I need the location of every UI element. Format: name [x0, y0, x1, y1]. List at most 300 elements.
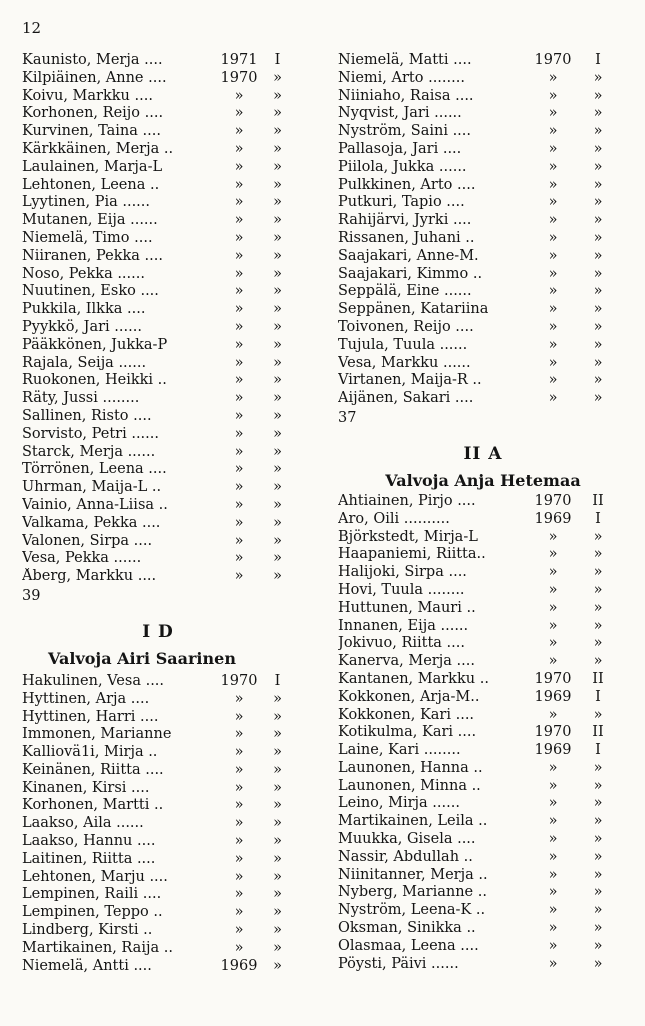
birth-year: »	[548, 140, 558, 157]
birth-year: »	[234, 105, 244, 122]
student-name: Muukka, Gisela ....	[338, 831, 476, 848]
birth-year: »	[548, 759, 558, 776]
roster-row	[22, 319, 294, 337]
birth-year: »	[548, 617, 558, 634]
grade-class: »	[273, 886, 282, 903]
roster-row	[338, 582, 628, 600]
roster-row	[338, 813, 628, 831]
grade-class: »	[593, 599, 603, 616]
student-name: Olasmaa, Leena ....	[338, 937, 479, 954]
roster-row	[338, 689, 628, 707]
student-name: Pöysti, Päivi ......	[338, 955, 459, 972]
birth-year: »	[234, 550, 244, 567]
grade-class: »	[593, 866, 603, 883]
student-name: Niemelä, Matti ....	[338, 52, 472, 68]
birth-year: »	[548, 848, 558, 865]
grade-class: »	[273, 212, 282, 229]
roster-row	[338, 902, 628, 920]
student-name: Äijänen, Sakari ....	[338, 390, 474, 407]
student-name: Virtanen, Maija-R ..	[338, 372, 482, 389]
student-count: 37	[338, 409, 357, 426]
birth-year: »	[548, 265, 558, 282]
student-name: Seppälä, Eine ......	[338, 283, 472, 300]
grade-class: »	[273, 194, 282, 211]
birth-year: »	[548, 372, 558, 389]
roster-row	[338, 212, 628, 230]
grade-class: »	[593, 87, 603, 104]
birth-year: »	[234, 496, 244, 513]
roster-row	[338, 511, 628, 529]
birth-year: »	[548, 229, 558, 246]
roster-row	[338, 849, 628, 867]
roster-row	[22, 515, 294, 533]
birth-year: »	[234, 690, 244, 707]
roster-row	[338, 319, 628, 337]
grade-class: »	[273, 532, 282, 549]
supervisor-heading: Valvoja Airi Saarinen	[48, 648, 236, 668]
student-name: Toivonen, Reijo ....	[338, 318, 474, 335]
roster-row	[22, 726, 294, 744]
student-name: Sorvisto, Petri ......	[22, 425, 159, 442]
birth-year: »	[234, 176, 244, 193]
roster-row	[22, 780, 294, 798]
student-name: Saajakari, Anne-M.	[338, 247, 479, 264]
birth-year: »	[234, 850, 244, 867]
student-name: Laitinen, Riitta ....	[22, 850, 156, 867]
grade-class: »	[593, 390, 603, 407]
birth-year: »	[234, 708, 244, 725]
roster-row	[22, 709, 294, 727]
grade-class: »	[593, 546, 603, 563]
student-name: Niiranen, Pekka ....	[22, 247, 163, 264]
grade-class: I	[595, 742, 601, 759]
grade-class: »	[593, 140, 603, 157]
birth-year: »	[548, 581, 558, 598]
student-name: Kalliovä1i, Mirja ..	[22, 744, 158, 761]
birth-year: »	[234, 247, 244, 264]
roster-row	[22, 762, 294, 780]
roster-row	[22, 230, 294, 248]
student-name: Leino, Mirja ......	[338, 795, 460, 812]
grade-class: »	[593, 247, 603, 264]
birth-year: »	[234, 479, 244, 496]
grade-class: »	[273, 708, 282, 725]
grade-class: »	[593, 105, 603, 122]
roster-row	[22, 869, 294, 887]
birth-year: 1970	[534, 492, 572, 509]
roster-row	[22, 815, 294, 833]
birth-year: »	[234, 390, 244, 407]
student-name: Nyström, Leena-K ..	[338, 902, 486, 919]
birth-year: 1970	[534, 52, 572, 68]
birth-year: »	[548, 599, 558, 616]
grade-class: I	[595, 688, 601, 705]
roster-row	[22, 159, 294, 177]
student-name: Saajakari, Kimmo ..	[338, 265, 483, 282]
birth-year: »	[548, 336, 558, 353]
grade-class: »	[273, 761, 282, 778]
birth-year: »	[234, 568, 244, 585]
grade-class: II	[592, 492, 604, 509]
grade-class: »	[273, 105, 282, 122]
roster-row	[22, 177, 294, 195]
grade-class: »	[593, 831, 603, 848]
grade-class: »	[273, 922, 282, 939]
roster-row	[22, 105, 294, 123]
birth-year: »	[234, 797, 244, 814]
birth-year: »	[548, 902, 558, 919]
birth-year: »	[234, 779, 244, 796]
roster-row	[338, 867, 628, 885]
roster-row	[338, 177, 628, 195]
student-name: Lempinen, Raili ....	[22, 886, 162, 903]
roster-row	[338, 884, 628, 902]
roster-row	[338, 564, 628, 582]
student-name: Lempinen, Teppo ..	[22, 904, 163, 921]
grade-class: »	[593, 706, 603, 723]
birth-year: »	[548, 247, 558, 264]
student-name: Kärkkäinen, Merja ..	[22, 140, 174, 157]
roster-row	[22, 212, 294, 230]
student-name: Rissanen, Juhani ..	[338, 229, 475, 246]
student-name: Koivu, Markku ....	[22, 87, 153, 104]
birth-year: »	[234, 886, 244, 903]
birth-year: »	[234, 939, 244, 956]
grade-class: »	[273, 779, 282, 796]
birth-year: »	[234, 868, 244, 885]
birth-year: »	[234, 301, 244, 318]
grade-class: »	[273, 496, 282, 513]
student-name: Tujula, Tuula ......	[338, 336, 468, 353]
student-name: Martikainen, Leila ..	[338, 813, 488, 830]
student-name: Ahtiainen, Pirjo ....	[338, 492, 476, 509]
roster-row	[338, 248, 628, 266]
grade-class: »	[593, 955, 603, 972]
student-name: Hyttinen, Arja ....	[22, 690, 150, 707]
roster-row	[22, 88, 294, 106]
supervisor-heading: Valvoja Anja Hetemaa	[385, 470, 581, 490]
birth-year: »	[548, 795, 558, 812]
birth-year: »	[548, 390, 558, 407]
grade-class: »	[593, 372, 603, 389]
grade-class: »	[593, 564, 603, 581]
student-name: Niemelä, Timo ....	[22, 229, 153, 246]
birth-year: »	[548, 318, 558, 335]
grade-class: »	[593, 777, 603, 794]
grade-class: »	[273, 690, 282, 707]
student-name: Niinitanner, Merja ..	[338, 866, 488, 883]
birth-year: »	[234, 354, 244, 371]
student-name: Rahijärvi, Jyrki ....	[338, 212, 472, 229]
grade-class: »	[593, 528, 603, 545]
roster-row	[22, 533, 294, 551]
birth-year: »	[234, 744, 244, 761]
student-name: Pulkkinen, Arto ....	[338, 176, 476, 193]
grade-class: »	[593, 301, 603, 318]
student-name: Korhonen, Martti ..	[22, 797, 164, 814]
roster-row	[338, 724, 628, 742]
birth-year: »	[548, 937, 558, 954]
grade-class: »	[273, 336, 282, 353]
birth-year: »	[234, 761, 244, 778]
roster-row	[338, 831, 628, 849]
student-name: Hovi, Tuula ........	[338, 581, 465, 598]
student-name: Lehtonen, Leena ..	[22, 176, 160, 193]
student-name: Nuutinen, Esko ....	[22, 283, 159, 300]
grade-class: »	[273, 833, 282, 850]
roster-list	[338, 52, 628, 408]
birth-year: »	[548, 528, 558, 545]
grade-class: »	[593, 265, 603, 282]
birth-year: »	[548, 354, 558, 371]
birth-year: »	[548, 69, 558, 86]
birth-year: »	[234, 229, 244, 246]
birth-year: »	[548, 884, 558, 901]
student-name: Vesa, Markku ......	[338, 354, 471, 371]
roster-row	[338, 707, 628, 725]
grade-class: »	[273, 354, 282, 371]
grade-class: »	[593, 69, 603, 86]
roster-row	[338, 355, 628, 373]
roster-row	[22, 52, 294, 70]
grade-class: »	[273, 868, 282, 885]
student-name: Lehtonen, Marju ....	[22, 868, 168, 885]
student-name: Oksman, Sinikka ..	[338, 920, 476, 937]
birth-year: »	[548, 212, 558, 229]
student-name: Laakso, Hannu ....	[22, 833, 156, 850]
grade-class: »	[593, 902, 603, 919]
birth-year: »	[234, 318, 244, 335]
birth-year: 1970	[220, 672, 258, 689]
grade-class: »	[273, 461, 282, 478]
student-name: Laine, Kari ........	[338, 742, 461, 759]
student-name: Sallinen, Risto ....	[22, 407, 152, 424]
class-heading: I D	[142, 621, 174, 642]
page-number: 12	[22, 19, 42, 37]
grade-class: »	[273, 247, 282, 264]
roster-row	[22, 550, 294, 568]
roster-row	[22, 426, 294, 444]
roster-row	[22, 479, 294, 497]
birth-year: »	[548, 706, 558, 723]
grade-class: »	[273, 744, 282, 761]
roster-row	[338, 52, 628, 70]
grade-class: »	[593, 937, 603, 954]
roster-row	[22, 886, 294, 904]
roster-row	[22, 337, 294, 355]
student-name: Seppänen, Katariina	[338, 301, 489, 318]
student-name: Valonen, Sirpa ....	[22, 532, 153, 549]
right-column	[338, 52, 628, 973]
grade-class: »	[593, 920, 603, 937]
birth-year: »	[234, 461, 244, 478]
grade-class: »	[593, 617, 603, 634]
birth-year: »	[234, 87, 244, 104]
roster-row	[22, 355, 294, 373]
student-name: Noso, Pekka ......	[22, 265, 145, 282]
class-heading: II A	[463, 443, 503, 464]
roster-row	[338, 141, 628, 159]
grade-class: »	[273, 318, 282, 335]
birth-year: »	[548, 777, 558, 794]
student-name: Putkuri, Tapio ....	[338, 194, 465, 211]
birth-year: »	[234, 815, 244, 832]
birth-year: 1971	[220, 52, 258, 68]
student-name: Valkama, Pekka ....	[22, 514, 161, 531]
birth-year: 1970	[534, 724, 572, 741]
student-name: Aro, Oili ..........	[338, 510, 450, 527]
birth-year: »	[548, 831, 558, 848]
birth-year: »	[234, 922, 244, 939]
student-name: Pääkkönen, Jukka-P	[22, 336, 168, 353]
roster-row	[338, 159, 628, 177]
roster-row	[338, 742, 628, 760]
roster-row	[338, 618, 628, 636]
birth-year: 1969	[534, 510, 572, 527]
birth-year: »	[548, 176, 558, 193]
grade-class: »	[273, 87, 282, 104]
roster-row	[22, 691, 294, 709]
grade-class: »	[593, 813, 603, 830]
student-name: Haapaniemi, Riitta..	[338, 546, 486, 563]
roster-row	[22, 283, 294, 301]
student-name: Halijoki, Sirpa ....	[338, 564, 467, 581]
grade-class: I	[595, 510, 601, 527]
grade-class: »	[273, 726, 282, 743]
roster-row	[22, 444, 294, 462]
grade-class: I	[274, 672, 281, 689]
roster-row	[338, 600, 628, 618]
left-column	[22, 52, 294, 975]
student-name: Vesa, Pekka ......	[22, 550, 142, 567]
birth-year: »	[234, 514, 244, 531]
student-name: Hakulinen, Vesa ....	[22, 672, 165, 689]
student-name: Pyykkö, Jari ......	[22, 318, 142, 335]
student-name: Kokkonen, Kari ....	[338, 706, 475, 723]
birth-year: »	[234, 123, 244, 140]
roster-row	[22, 673, 294, 691]
grade-class: »	[593, 283, 603, 300]
grade-class: »	[273, 850, 282, 867]
birth-year: 1970	[220, 69, 258, 86]
birth-year: »	[548, 123, 558, 140]
student-name: Hyttinen, Harri ....	[22, 708, 159, 725]
student-name: Björkstedt, Mirja-L	[338, 528, 478, 545]
grade-class: »	[593, 884, 603, 901]
grade-class: »	[593, 581, 603, 598]
roster-row	[338, 194, 628, 212]
roster-row	[338, 230, 628, 248]
grade-class: »	[593, 635, 603, 652]
student-name: Kotikulma, Kari ....	[338, 724, 477, 741]
roster-row	[338, 920, 628, 938]
roster-row	[22, 266, 294, 284]
birth-year: »	[234, 283, 244, 300]
student-name: Starck, Merja ......	[22, 443, 156, 460]
birth-year: »	[548, 653, 558, 670]
birth-year: »	[234, 726, 244, 743]
roster-row	[22, 744, 294, 762]
roster-row	[338, 372, 628, 390]
student-name: Niiniaho, Raisa ....	[338, 87, 474, 104]
student-name: Åberg, Markku ....	[22, 568, 157, 585]
roster-row	[22, 141, 294, 159]
roster-row	[338, 778, 628, 796]
student-name: Nyqvist, Jari ......	[338, 105, 462, 122]
birth-year: »	[234, 407, 244, 424]
birth-year: »	[234, 140, 244, 157]
grade-class: »	[593, 759, 603, 776]
grade-class: »	[273, 265, 282, 282]
grade-class: »	[273, 568, 282, 585]
grade-class: »	[273, 815, 282, 832]
birth-year: »	[548, 283, 558, 300]
birth-year: »	[548, 194, 558, 211]
roster-row	[338, 266, 628, 284]
student-name: Martikainen, Raija ..	[22, 939, 173, 956]
grade-class: »	[273, 140, 282, 157]
student-name: Törrönen, Leena ....	[22, 461, 167, 478]
grade-class: »	[273, 514, 282, 531]
birth-year: »	[234, 443, 244, 460]
student-name: Keinänen, Riitta ....	[22, 761, 164, 778]
student-name: Rajala, Seija ......	[22, 354, 147, 371]
student-name: Kinanen, Kirsi ....	[22, 779, 150, 796]
student-name: Nyberg, Marianne ..	[338, 884, 487, 901]
grade-class: »	[273, 123, 282, 140]
grade-class: »	[273, 229, 282, 246]
birth-year: »	[234, 904, 244, 921]
roster-row	[338, 795, 628, 813]
roster-row	[22, 408, 294, 426]
grade-class: I	[595, 52, 601, 68]
student-name: Kokkonen, Arja-M..	[338, 688, 480, 705]
roster-row	[22, 372, 294, 390]
grade-class: »	[593, 336, 603, 353]
birth-year: »	[234, 194, 244, 211]
roster-row	[22, 568, 294, 586]
student-name: Kaunisto, Merja ....	[22, 52, 163, 68]
birth-year: »	[548, 87, 558, 104]
grade-class: I	[274, 52, 281, 68]
roster-row	[338, 301, 628, 319]
birth-year: »	[234, 532, 244, 549]
grade-class: »	[273, 301, 282, 318]
roster-row	[338, 493, 628, 511]
grade-class: »	[273, 797, 282, 814]
grade-class: »	[273, 904, 282, 921]
grade-class: »	[273, 372, 282, 389]
birth-year: »	[234, 833, 244, 850]
roster-row	[338, 956, 628, 974]
student-name: Kurvinen, Taina ....	[22, 123, 161, 140]
roster-row	[338, 653, 628, 671]
roster-row	[22, 922, 294, 940]
grade-class: »	[593, 123, 603, 140]
student-name: Laulainen, Marja-L	[22, 158, 163, 175]
birth-year: »	[234, 336, 244, 353]
birth-year: »	[234, 372, 244, 389]
roster-row	[338, 123, 628, 141]
roster-row	[22, 390, 294, 408]
student-name: Mutanen, Eija ......	[22, 212, 158, 229]
birth-year: »	[234, 158, 244, 175]
grade-class: »	[273, 69, 282, 86]
grade-class: »	[593, 318, 603, 335]
roster-row	[338, 283, 628, 301]
roster-row	[22, 461, 294, 479]
grade-class: »	[273, 425, 282, 442]
